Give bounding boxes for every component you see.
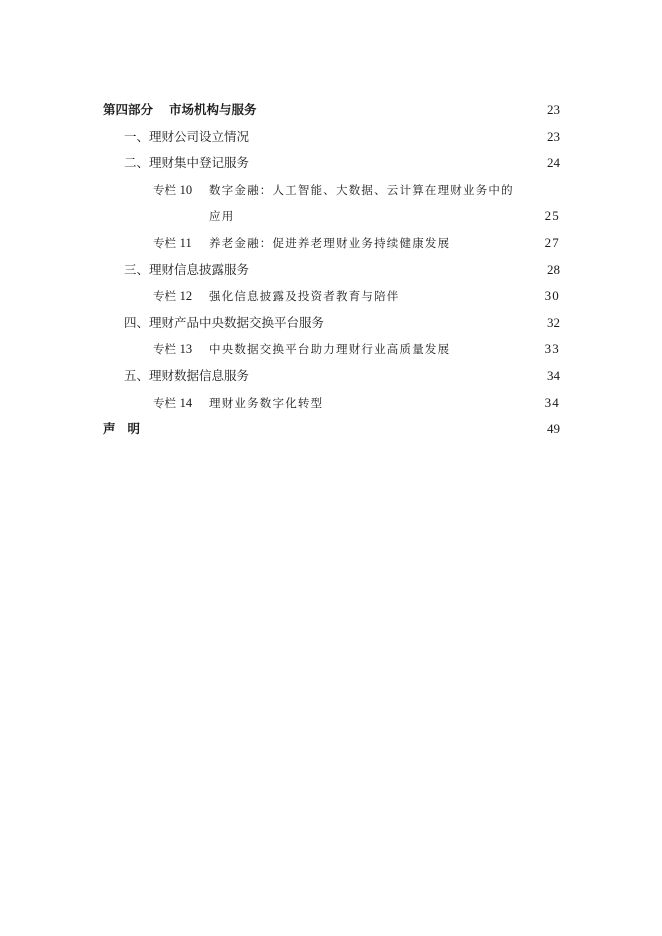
toc-entry-title: 四、理财产品中央数据交换平台服务	[124, 314, 325, 330]
toc-entry-title: 五、理财数据信息服务	[124, 367, 250, 383]
toc-page-number: 27	[544, 234, 560, 250]
toc-entry-title: 理财业务数字化转型	[209, 395, 324, 410]
toc-entry-box-11[interactable]	[103, 233, 560, 260]
toc-entry-section-2[interactable]	[103, 153, 560, 180]
box-number: 专栏 11	[153, 235, 192, 250]
toc-page-number: 28	[547, 261, 560, 277]
box-number: 专栏 14	[153, 395, 193, 410]
toc-entry-part4[interactable]	[103, 100, 560, 127]
toc-entry-statement[interactable]	[103, 419, 560, 446]
box-number: 专栏 13	[153, 342, 193, 357]
toc-entry-section-4[interactable]	[103, 313, 560, 340]
toc-entry-title: 一、理财公司设立情况	[124, 128, 250, 144]
toc-entry-title: 养老金融：促进养老理财业务持续健康发展	[209, 235, 451, 250]
toc-page-number: 30	[544, 288, 560, 304]
toc-page-number: 24	[547, 155, 560, 171]
toc-entry-title: 强化信息披露及投资者教育与陪伴	[209, 289, 400, 304]
toc-page-number: 49	[547, 421, 560, 437]
toc-entry-title: 第四部分 市场机构与服务	[103, 102, 257, 117]
box-number: 专栏 12	[153, 289, 193, 304]
toc-page-number: 23	[547, 102, 560, 117]
toc-entry-box-10-continued[interactable]	[103, 206, 560, 233]
toc-page-number: 34	[547, 367, 560, 383]
toc-entry-box-10[interactable]	[103, 180, 560, 207]
toc-entry-title: 中央数据交换平台助力理财行业高质量发展	[209, 342, 451, 357]
toc-entry-title: 声 明	[103, 421, 141, 437]
toc-page-number: 32	[547, 314, 560, 330]
toc-entry-title: 二、理财集中登记服务	[124, 155, 250, 171]
toc-entry-box-14[interactable]	[103, 393, 560, 420]
toc-entry-title: 三、理财信息披露服务	[124, 261, 250, 277]
toc-page-number: 25	[544, 208, 560, 224]
toc-page-number: 33	[544, 341, 560, 357]
toc-entry-title: 应用	[209, 209, 235, 224]
box-number: 专栏 10	[153, 182, 193, 197]
toc-entry-section-3[interactable]	[103, 260, 560, 287]
toc-page-number: 23	[547, 128, 560, 144]
toc-entry-section-5[interactable]	[103, 366, 560, 393]
table-of-contents	[103, 100, 560, 446]
toc-entry-box-12[interactable]	[103, 286, 560, 313]
toc-entry-title: 数字金融：人工智能、大数据、云计算在理财业务中的	[209, 182, 514, 197]
toc-page-number: 34	[544, 394, 560, 410]
toc-entry-section-1[interactable]	[103, 127, 560, 154]
toc-entry-box-13[interactable]	[103, 339, 560, 366]
